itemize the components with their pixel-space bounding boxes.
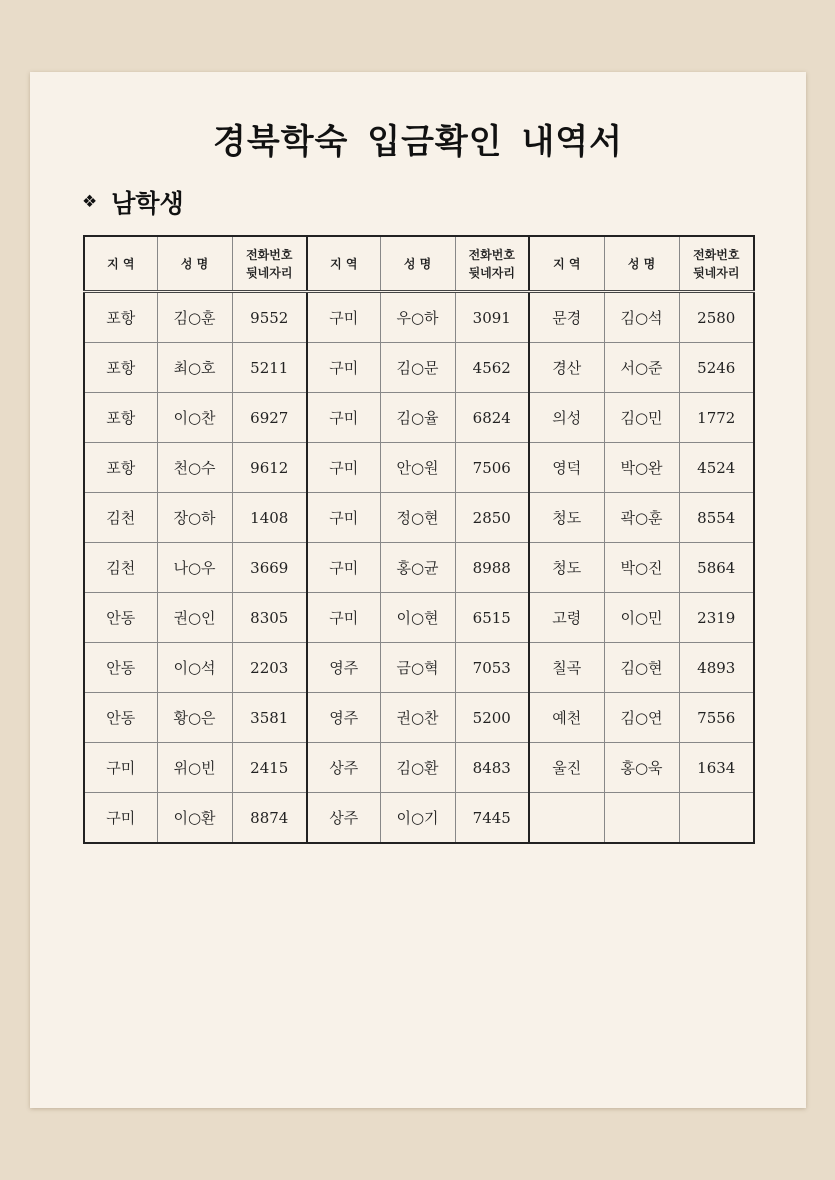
deposit-table [83,235,755,844]
region-cell: 의성 [529,393,604,443]
region-cell: 경산 [529,343,604,393]
region-cell: 구미 [307,292,380,343]
table-row [84,693,754,743]
phone-cell: 8874 [232,793,307,844]
name-cell: 권○찬 [380,693,455,743]
name-cell: 김○석 [604,292,679,343]
name-cell: 서○준 [604,343,679,393]
phone-cell: 5246 [679,343,754,393]
phone-cell: 8305 [232,593,307,643]
name-cell: 박○완 [604,443,679,493]
phone-cell: 6824 [455,393,529,443]
region-cell: 영주 [307,693,380,743]
region-cell: 구미 [307,443,380,493]
phone-cell: 3091 [455,292,529,343]
name-cell [604,793,679,844]
name-cell: 안○원 [380,443,455,493]
table-row [84,393,754,443]
region-cell: 칠곡 [529,643,604,693]
table-row [84,543,754,593]
name-cell: 천○수 [157,443,232,493]
name-cell: 나○우 [157,543,232,593]
phone-cell: 2415 [232,743,307,793]
region-cell: 안동 [84,693,157,743]
phone-cell: 2203 [232,643,307,693]
name-cell: 곽○훈 [604,493,679,543]
table-row [84,343,754,393]
table-row [84,793,754,844]
phone-cell: 7053 [455,643,529,693]
name-cell: 이○현 [380,593,455,643]
name-cell: 이○민 [604,593,679,643]
phone-cell: 4524 [679,443,754,493]
region-cell: 영덕 [529,443,604,493]
name-cell: 김○문 [380,343,455,393]
name-cell: 홍○욱 [604,743,679,793]
name-cell: 위○빈 [157,743,232,793]
column-header-region: 지 역 [84,236,157,292]
region-cell: 김천 [84,493,157,543]
phone-cell: 8554 [679,493,754,543]
phone-cell: 7556 [679,693,754,743]
region-cell: 구미 [84,793,157,844]
name-cell: 김○민 [604,393,679,443]
table-header-row [84,236,754,292]
name-cell: 이○석 [157,643,232,693]
region-cell: 영주 [307,643,380,693]
name-cell: 김○환 [380,743,455,793]
phone-cell: 7506 [455,443,529,493]
paper-sheet [30,72,806,1108]
phone-cell: 8483 [455,743,529,793]
phone-cell: 9612 [232,443,307,493]
phone-cell: 1634 [679,743,754,793]
column-header-phone: 전화번호 뒷네자리 [455,236,529,292]
name-cell: 이○환 [157,793,232,844]
region-cell: 김천 [84,543,157,593]
region-cell: 구미 [307,393,380,443]
name-cell: 김○현 [604,643,679,693]
region-cell: 구미 [84,743,157,793]
region-cell: 안동 [84,643,157,693]
column-header-name: 성 명 [604,236,679,292]
region-cell: 구미 [307,493,380,543]
phone-cell: 6927 [232,393,307,443]
region-cell: 상주 [307,743,380,793]
region-cell: 울진 [529,743,604,793]
region-cell: 고령 [529,593,604,643]
column-header-phone: 전화번호 뒷네자리 [679,236,754,292]
phone-cell: 1772 [679,393,754,443]
table-row [84,643,754,693]
region-cell: 문경 [529,292,604,343]
region-cell: 안동 [84,593,157,643]
phone-cell: 4562 [455,343,529,393]
name-cell: 황○은 [157,693,232,743]
region-cell: 포항 [84,343,157,393]
section-heading [82,184,184,220]
table-row [84,292,754,343]
phone-cell: 9552 [232,292,307,343]
region-cell: 상주 [307,793,380,844]
phone-cell: 3669 [232,543,307,593]
region-cell: 청도 [529,493,604,543]
name-cell: 이○찬 [157,393,232,443]
table-body [84,292,754,844]
phone-cell: 5200 [455,693,529,743]
column-header-region: 지 역 [529,236,604,292]
region-cell: 포항 [84,393,157,443]
region-cell: 구미 [307,543,380,593]
phone-cell: 8988 [455,543,529,593]
diamond-bullet-icon: ❖ [82,192,98,212]
column-header-name: 성 명 [380,236,455,292]
region-cell: 청도 [529,543,604,593]
name-cell: 김○훈 [157,292,232,343]
phone-cell: 2319 [679,593,754,643]
region-cell: 포항 [84,443,157,493]
column-header-region: 지 역 [307,236,380,292]
name-cell: 박○진 [604,543,679,593]
table-row [84,743,754,793]
phone-cell [679,793,754,844]
document-title: 경북학숙 입금확인 내역서 [213,122,623,162]
table-row [84,593,754,643]
phone-cell: 5864 [679,543,754,593]
column-header-phone: 전화번호 뒷네자리 [232,236,307,292]
phone-cell: 7445 [455,793,529,844]
phone-cell: 6515 [455,593,529,643]
region-cell: 예천 [529,693,604,743]
phone-cell: 3581 [232,693,307,743]
phone-cell: 2850 [455,493,529,543]
phone-cell: 2580 [679,292,754,343]
phone-cell: 1408 [232,493,307,543]
name-cell: 김○율 [380,393,455,443]
table-row [84,493,754,543]
table-row [84,443,754,493]
name-cell: 우○하 [380,292,455,343]
name-cell: 금○혁 [380,643,455,693]
name-cell: 장○하 [157,493,232,543]
name-cell: 권○인 [157,593,232,643]
section-label: 남학생 [111,189,184,218]
name-cell: 정○현 [380,493,455,543]
phone-cell: 4893 [679,643,754,693]
region-cell: 구미 [307,343,380,393]
region-cell [529,793,604,844]
name-cell: 최○호 [157,343,232,393]
region-cell: 구미 [307,593,380,643]
phone-cell: 5211 [232,343,307,393]
name-cell: 이○기 [380,793,455,844]
region-cell: 포항 [84,292,157,343]
column-header-name: 성 명 [157,236,232,292]
name-cell: 홍○균 [380,543,455,593]
name-cell: 김○연 [604,693,679,743]
